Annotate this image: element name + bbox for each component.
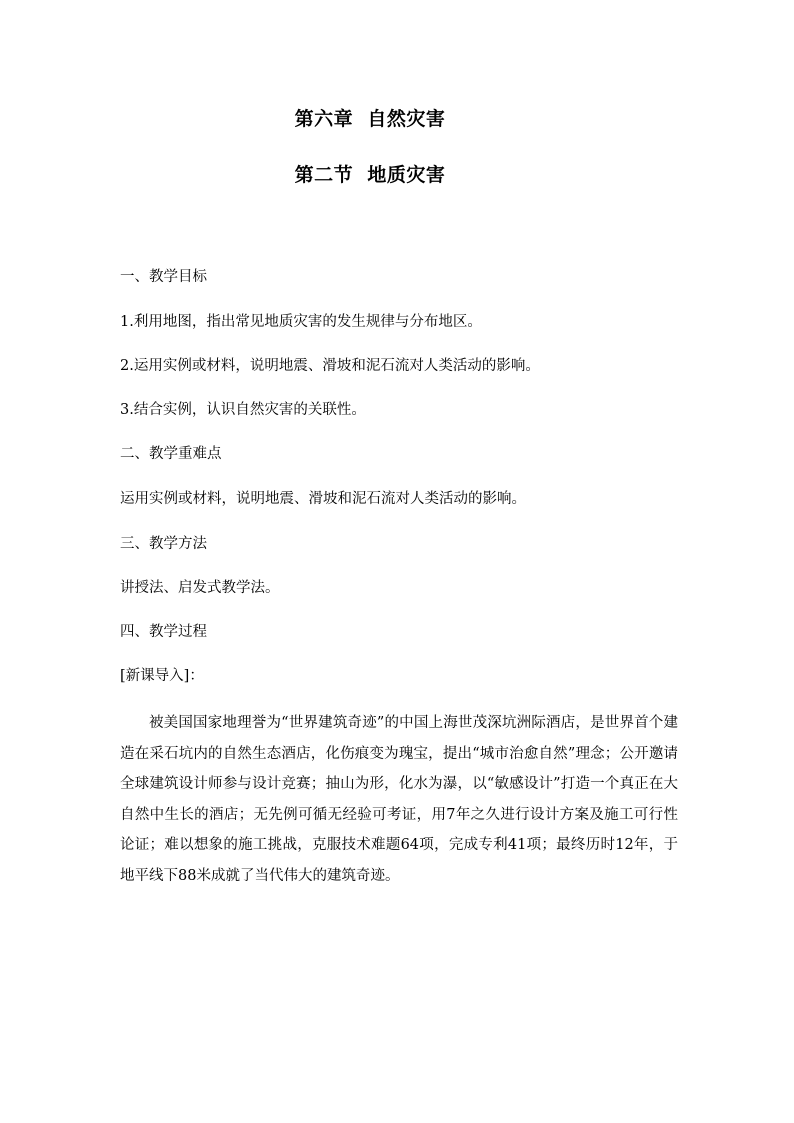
objective-item-1: 1.利用地图，指出常见地质灾害的发生规律与分布地区。: [120, 314, 482, 330]
section-title: 第二节 地质灾害: [294, 164, 446, 186]
new-lesson-intro-label: [新课导入]：: [120, 668, 204, 684]
chapter-title: 第六章 自然灾害: [294, 108, 446, 130]
objective-item-3: 3.结合实例，认识自然灾害的关联性。: [120, 402, 366, 418]
objective-item-2: 2.运用实例或材料，说明地震、滑坡和泥石流对人类活动的影响。: [120, 358, 540, 374]
heading-teaching-objectives: 一、教学目标: [120, 269, 207, 285]
intro-paragraph: 被美国国家地理誉为“世界建筑奇迹”的中国上海世茂深坑洲际酒店，是世界首个建造在采石坑内的自然生态酒店，化伤痕变为瑰宝，提出“城市治愈自然”理念；公开邀请全球建筑设计师参与设计竞赛；抽山为形，化水为瀑，以“敏感设计”打造一个真正在大自然中生长的酒店；无先例可循无经验可考证，用7年之久进行设计方案及施工可行性论证；难以想象的施工挑战，克服技术难题64项，完成专利41项；最终历时12年，于地平线下88米成就了当代伟大的建筑奇迹。: [120, 715, 678, 884]
teaching-methods-text: 讲授法、启发式教学法。: [120, 580, 280, 596]
heading-teaching-methods: 三、教学方法: [120, 536, 207, 552]
key-difficulties-text: 运用实例或材料，说明地震、滑坡和泥石流对人类活动的影响。: [120, 491, 526, 507]
heading-teaching-process: 四、教学过程: [120, 624, 207, 640]
heading-key-difficulties: 二、教学重难点: [120, 446, 222, 462]
